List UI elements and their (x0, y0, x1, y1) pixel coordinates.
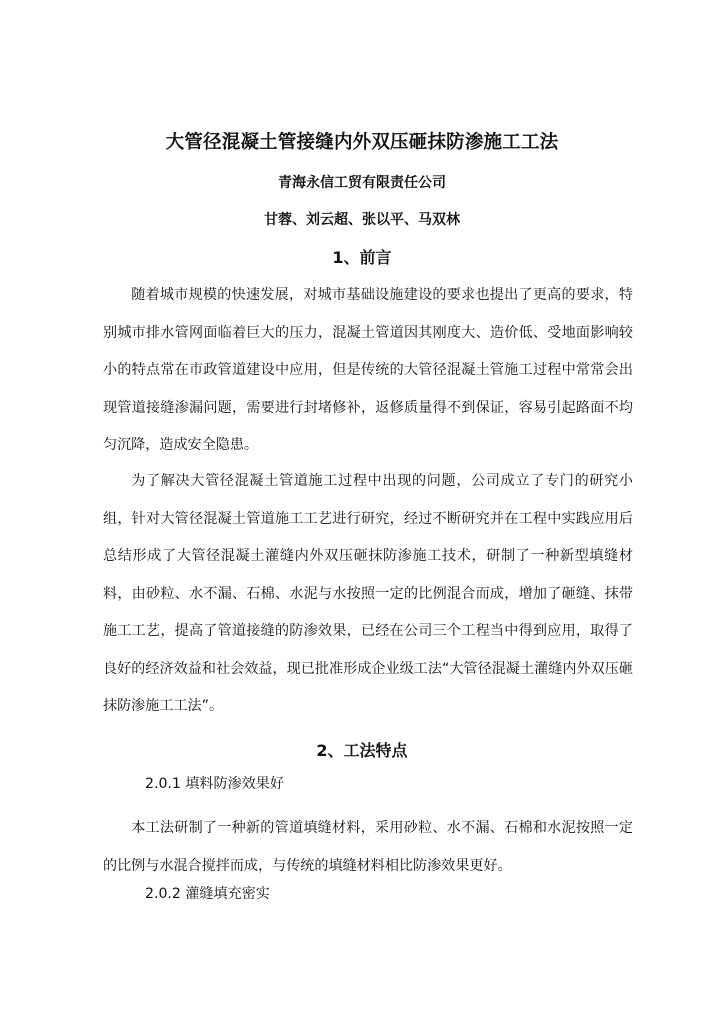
paragraph: 随着城市规模的快速发展，对城市基础设施建设的要求也提出了更高的要求，特别城市排水管网面临着巨大的压力，混凝土管道因其刚度大、造价低、受地面影响较小的特点常在市政管道建设中应用，但是传统的大管径混凝土管施工过程中常常会出现管道接缝渗漏问题，需要进行封堵修补，返修质量得不到保证，容易引起路面不均匀沉降，造成安全隐患。 (103, 287, 633, 453)
company-name: 青海永信工贸有限责任公司 (278, 175, 446, 191)
author-list: 甘蓉、刘云超、张以平、马双林 (264, 212, 460, 228)
subsection-heading: 2.0.2 灌缝填充密实 (145, 886, 270, 902)
section-heading-features: 2、工法特点 (316, 741, 408, 760)
paragraph: 本工法研制了一种新的管道填缝材料，采用砂粒、水不漏、石棉和水泥按照一定的比例与水混合搅拌而成，与传统的填缝材料相比防渗效果更好。 (103, 820, 633, 874)
document-title: 大管径混凝土管接缝内外双压砸抹防渗施工工法 (165, 132, 559, 153)
paragraph: 为了解决大管径混凝土管道施工过程中出现的问题，公司成立了专门的研究小组，针对大管径混凝土管道施工工艺进行研究，经过不断研究并在工程中实践应用后总结形成了大管径混凝土灌缝内外双压砸抹防渗施工技术，研制了一种新型填缝材料，由砂粒、水不漏、石棉、水泥与水按照一定的比例混合而成，增加了砸缝、抹带施工工艺，提高了管道接缝的防渗效果，已经在公司三个工程当中得到应用，取得了良好的经济效益和社会效益，现已批准形成企业级工法“大管径混凝土灌缝内外双压砸抹防渗施工工法”。 (103, 473, 633, 714)
section-heading-foreword: 1、前言 (332, 248, 392, 267)
subsection-heading: 2.0.1 填料防渗效果好 (145, 776, 284, 792)
